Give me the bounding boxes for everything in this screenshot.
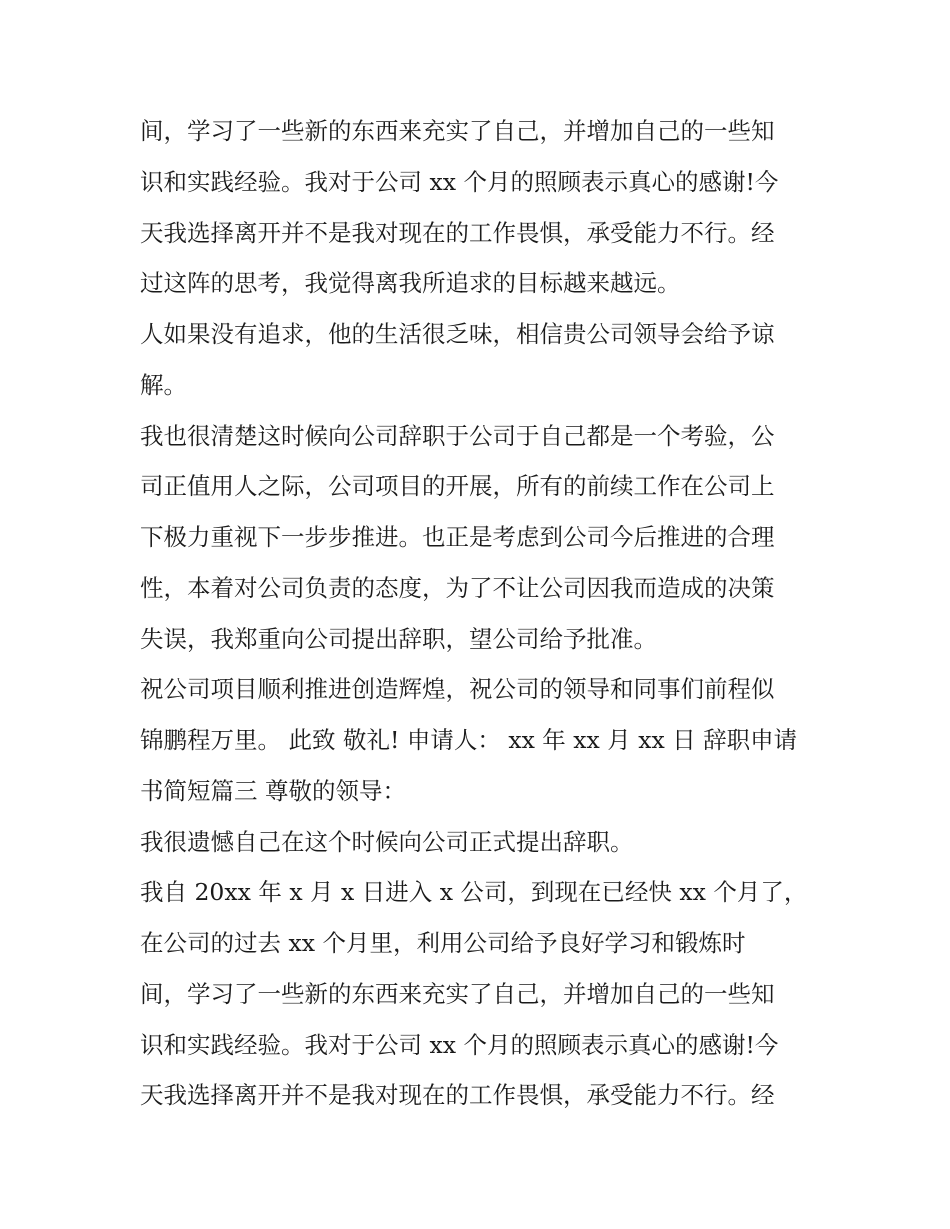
text-line: 过这阵的思考，我觉得离我所追求的目标越来越远。 (140, 269, 681, 298)
text-line: 人如果没有追求，他的生活很乏味，相信贵公司领导会给予谅 (140, 320, 775, 348)
text-line: 祝公司项目顺利推进创造辉煌，祝公司的领导和同事们前程似 (140, 675, 775, 704)
text-line: 间，学习了一些新的东西来充实了自己，并增加自己的一些知 (140, 979, 775, 1008)
text-line: 下极力重视下一步步推进。也正是考虑到公司今后推进的合理 (140, 523, 775, 551)
document-body (140, 106, 820, 1121)
text-line: 我也很清楚这时候向公司辞职于公司于自己都是一个考验，公 (140, 421, 775, 450)
text-line: 性，本着对公司负责的态度，为了不让公司因我而造成的决策 (140, 573, 775, 602)
text-line: 锦鹏程万里。 此致 敬礼! 申请人： xx 年 xx 月 xx 日 辞职申请 (140, 726, 798, 754)
text-line: 书简短篇三 尊敬的领导： (140, 776, 406, 805)
text-line: 我自 20xx 年 x 月 x 日进入 x 公司，到现在已经快 xx 个月了， (140, 878, 808, 907)
text-line: 间，学习了一些新的东西来充实了自己，并增加自己的一些知 (140, 117, 775, 145)
text-line: 天我选择离开并不是我对现在的工作畏惧，承受能力不行。经 (140, 218, 775, 247)
text-line: 解。 (140, 370, 187, 399)
text-line: 司正值用人之际，公司项目的开展，所有的前续工作在公司上 (140, 472, 775, 501)
text-line: 在公司的过去 xx 个月里，利用公司给予良好学习和锻炼时 (140, 929, 746, 957)
text-line: 识和实践经验。我对于公司 xx 个月的照顾表示真心的感谢!今 (140, 167, 779, 196)
text-line: 我很遗憾自己在这个时候向公司正式提出辞职。 (140, 827, 634, 856)
text-line: 识和实践经验。我对于公司 xx 个月的照顾表示真心的感谢!今 (140, 1030, 779, 1059)
text-line: 天我选择离开并不是我对现在的工作畏惧，承受能力不行。经 (140, 1081, 775, 1110)
text-line: 失误，我郑重向公司提出辞职，望公司给予批准。 (140, 624, 657, 653)
